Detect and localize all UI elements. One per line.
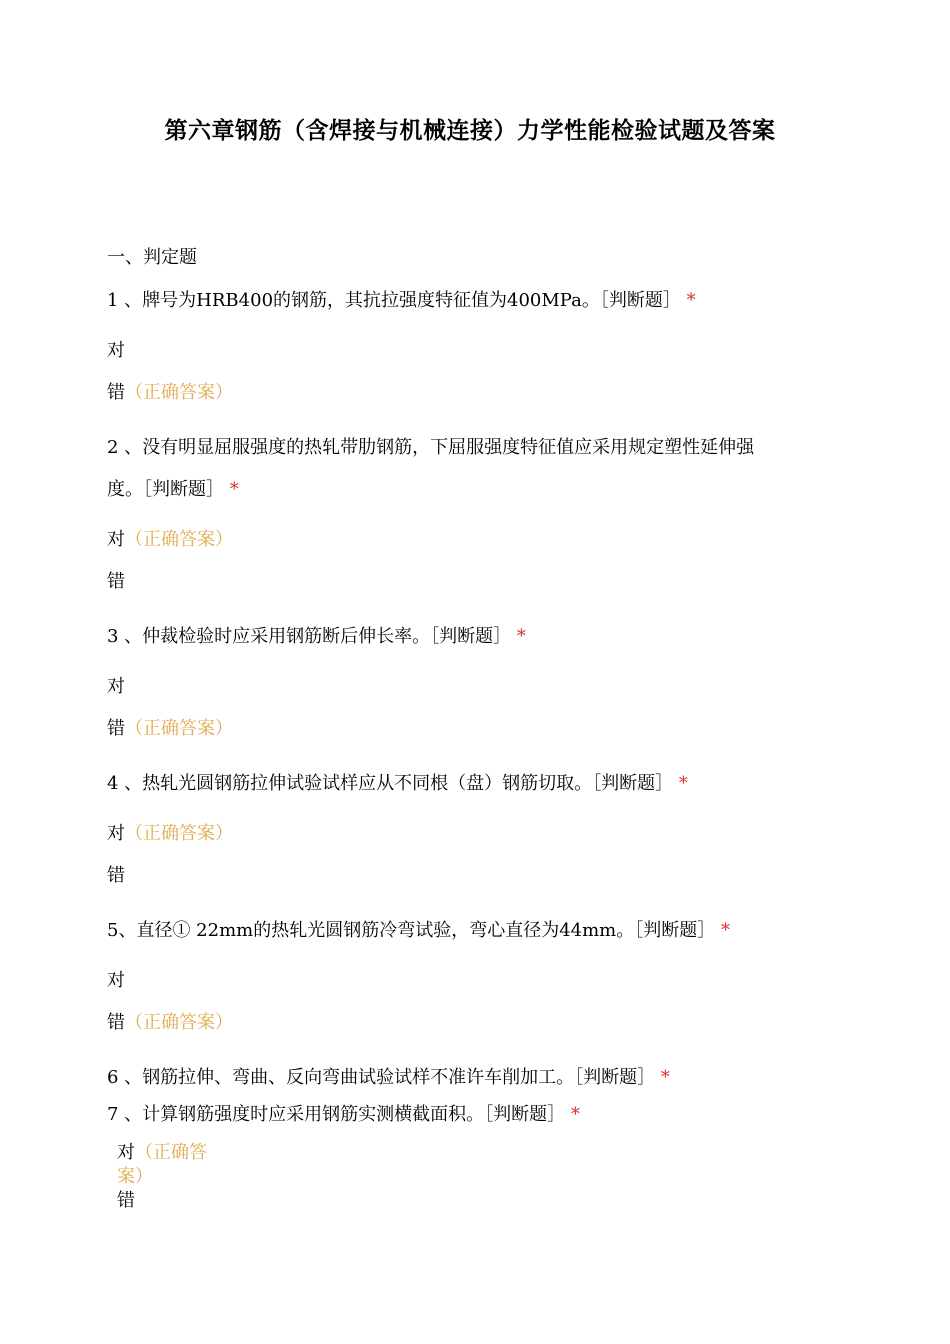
correct-answer-mark: （正确答案） — [125, 1012, 233, 1033]
option-false[interactable] — [117, 1189, 135, 1213]
question-1 — [107, 289, 696, 313]
option-label: 对 — [107, 676, 125, 697]
question-tag: ［判断题］ — [599, 290, 681, 311]
question-number: 2 、 — [107, 437, 143, 458]
question-text: 度。 — [107, 479, 143, 500]
question-2-continued — [107, 478, 239, 502]
option-label: 错 — [107, 1012, 125, 1033]
option-label: 错 — [107, 571, 125, 592]
page-title: 第六章钢筋（含焊接与机械连接）力学性能检验试题及答案 — [164, 118, 776, 144]
option-label: 错 — [107, 865, 125, 886]
question-4 — [107, 772, 688, 796]
option-false[interactable] — [107, 570, 125, 594]
question-number: 7 、 — [107, 1104, 143, 1125]
required-star: * — [686, 290, 696, 311]
correct-answer-mark: （正确答案） — [125, 718, 233, 739]
question-tag: ［判断题］ — [430, 626, 512, 647]
option-false[interactable] — [107, 717, 233, 741]
question-text: 钢筋拉伸、弯曲、反向弯曲试验试样不准许车削加工。 — [142, 1067, 575, 1088]
question-text: 没有明显屈服强度的热轧带肋钢筋，下屈服强度特征值应采用规定塑性延伸强 — [142, 437, 755, 458]
option-label: 对 — [107, 970, 125, 991]
option-label: 对 — [107, 340, 125, 361]
correct-answer-mark: （正确答案） — [117, 1142, 207, 1187]
required-star: * — [229, 479, 239, 500]
question-text: 仲裁检验时应采用钢筋断后伸长率。 — [142, 626, 431, 647]
option-true[interactable] — [107, 339, 125, 363]
question-5 — [107, 919, 730, 943]
required-star: * — [570, 1104, 580, 1125]
question-number: 1 、 — [107, 290, 143, 311]
question-2 — [107, 436, 754, 460]
correct-answer-mark: （正确答案） — [125, 823, 233, 844]
required-star: * — [678, 773, 688, 794]
option-label: 错 — [107, 718, 125, 739]
required-star: * — [721, 920, 730, 941]
option-label: 错 — [107, 382, 125, 403]
required-star: * — [660, 1067, 670, 1088]
section-heading: 一、判定题 — [107, 247, 197, 268]
question-tag: ［判断题］ — [484, 1104, 566, 1125]
question-number: 4 、 — [107, 773, 143, 794]
option-true[interactable] — [107, 528, 233, 552]
option-label: 对 — [107, 823, 125, 844]
option-label: 对 — [117, 1142, 135, 1163]
question-number: 5、 — [107, 920, 137, 941]
question-number: 3 、 — [107, 626, 143, 647]
question-number: 6 、 — [107, 1067, 143, 1088]
question-tag: ［判断题］ — [574, 1067, 656, 1088]
option-false[interactable] — [107, 1011, 233, 1035]
option-label: 错 — [117, 1190, 135, 1211]
option-label: 对 — [107, 529, 125, 550]
question-3 — [107, 625, 526, 649]
question-text: 热轧光圆钢筋拉伸试验试样应从不同根（盘）钢筋切取。 — [142, 773, 593, 794]
correct-answer-mark: （正确答案） — [125, 382, 233, 403]
question-text: 牌号为HRB400的钢筋，其抗拉强度特征值为400MPa。 — [142, 290, 600, 311]
question-text: 直径① 22mm的热轧光圆钢筋冷弯试验，弯心直径为44mm。 — [136, 920, 635, 941]
question-7 — [107, 1103, 580, 1127]
question-tag: ［判断题］ — [634, 920, 716, 941]
question-tag: ［判断题］ — [143, 479, 224, 500]
option-false[interactable] — [107, 864, 125, 888]
option-true[interactable] — [107, 969, 125, 993]
option-true[interactable] — [107, 822, 233, 846]
option-true[interactable] — [107, 675, 125, 699]
question-tag: ［判断题］ — [592, 773, 674, 794]
correct-answer-mark: （正确答案） — [125, 529, 233, 550]
required-star: * — [516, 626, 526, 647]
option-true[interactable] — [117, 1141, 227, 1189]
question-text: 计算钢筋强度时应采用钢筋实测横截面积。 — [142, 1104, 485, 1125]
option-false[interactable] — [107, 381, 233, 405]
question-6 — [107, 1066, 670, 1090]
